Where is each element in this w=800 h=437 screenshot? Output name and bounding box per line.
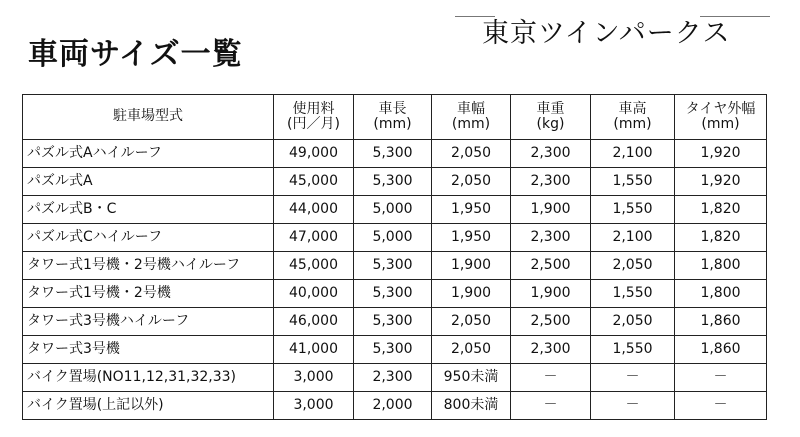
length-cell: 5,000: [354, 224, 432, 252]
fee-cell: 47,000: [274, 224, 354, 252]
tire-width-cell: 1,800: [675, 280, 767, 308]
tire-width-cell: 1,860: [675, 336, 767, 364]
height-cell: －: [591, 392, 675, 420]
header-unit: (mm): [701, 116, 740, 132]
parking-type-cell: タワー式3号機ハイルーフ: [23, 308, 274, 336]
height-cell: 1,550: [591, 168, 675, 196]
header-width: [432, 95, 511, 140]
width-cell: 1,950: [432, 224, 511, 252]
table-row: [23, 168, 767, 196]
tire-width-cell: 1,820: [675, 196, 767, 224]
tire-width-cell: －: [675, 364, 767, 392]
height-cell: －: [591, 364, 675, 392]
width-cell: 800未満: [432, 392, 511, 420]
width-cell: 2,050: [432, 140, 511, 168]
fee-cell: 46,000: [274, 308, 354, 336]
tire-width-cell: 1,920: [675, 168, 767, 196]
parking-type-cell: パズル式Aハイルーフ: [23, 140, 274, 168]
length-cell: 5,300: [354, 308, 432, 336]
width-cell: 2,050: [432, 308, 511, 336]
fee-cell: 3,000: [274, 364, 354, 392]
width-cell: 1,900: [432, 252, 511, 280]
length-cell: 2,000: [354, 392, 432, 420]
height-cell: 2,050: [591, 252, 675, 280]
length-cell: 5,300: [354, 140, 432, 168]
length-cell: 5,300: [354, 280, 432, 308]
parking-type-cell: パズル式Cハイルーフ: [23, 224, 274, 252]
fee-cell: 45,000: [274, 252, 354, 280]
table-row: [23, 140, 767, 168]
header-height: [591, 95, 675, 140]
tire-width-cell: －: [675, 392, 767, 420]
tire-width-cell: 1,800: [675, 252, 767, 280]
tire-width-cell: 1,920: [675, 140, 767, 168]
page-title: 車両サイズ一覧: [28, 37, 243, 72]
length-cell: 5,300: [354, 336, 432, 364]
weight-cell: 2,500: [511, 252, 591, 280]
width-cell: 1,900: [432, 280, 511, 308]
width-cell: 1,950: [432, 196, 511, 224]
table-header-row: [23, 95, 767, 140]
width-cell: 2,050: [432, 336, 511, 364]
length-cell: 5,000: [354, 196, 432, 224]
vehicle-size-table: [22, 94, 767, 420]
fee-cell: 45,000: [274, 168, 354, 196]
table-body: [23, 140, 767, 420]
header-unit: (kg): [536, 116, 565, 132]
weight-cell: －: [511, 392, 591, 420]
weight-cell: 2,500: [511, 308, 591, 336]
header-fee: [274, 95, 354, 140]
header-label: 駐車場型式: [113, 108, 183, 125]
weight-cell: 1,900: [511, 196, 591, 224]
height-cell: 1,550: [591, 280, 675, 308]
header-unit: (mm): [613, 116, 652, 132]
table-row: [23, 224, 767, 252]
tire-width-cell: 1,860: [675, 308, 767, 336]
weight-cell: 2,300: [511, 336, 591, 364]
header-weight: [511, 95, 591, 140]
height-cell: 2,100: [591, 140, 675, 168]
parking-type-cell: タワー式1号機・2号機ハイルーフ: [23, 252, 274, 280]
width-cell: 2,050: [432, 168, 511, 196]
header-parking-type: [23, 95, 274, 140]
fee-cell: 41,000: [274, 336, 354, 364]
weight-cell: 2,300: [511, 168, 591, 196]
parking-type-cell: パズル式B・C: [23, 196, 274, 224]
header-unit: (mm): [451, 116, 491, 132]
organization-name: 東京ツインパークス: [482, 18, 731, 49]
parking-type-cell: バイク置場(上記以外): [23, 392, 274, 420]
table-row: [23, 308, 767, 336]
weight-cell: 1,900: [511, 280, 591, 308]
header-tire-width: [675, 95, 767, 140]
header-label: 車幅: [457, 100, 485, 117]
height-cell: 1,550: [591, 196, 675, 224]
length-cell: 5,300: [354, 252, 432, 280]
width-cell: 950未満: [432, 364, 511, 392]
height-cell: 1,550: [591, 336, 675, 364]
fee-cell: 40,000: [274, 280, 354, 308]
fee-cell: 44,000: [274, 196, 354, 224]
length-cell: 2,300: [354, 364, 432, 392]
fee-cell: 49,000: [274, 140, 354, 168]
table-row: [23, 280, 767, 308]
table-row: [23, 252, 767, 280]
weight-cell: 2,300: [511, 224, 591, 252]
table-row: [23, 336, 767, 364]
header-label: タイヤ外幅: [685, 100, 756, 117]
header-label: 使用料: [292, 100, 335, 117]
header-label: 車高: [618, 100, 647, 117]
fee-cell: 3,000: [274, 392, 354, 420]
header-unit: (円／月): [287, 116, 340, 132]
weight-cell: 2,300: [511, 140, 591, 168]
weight-cell: －: [511, 364, 591, 392]
tire-width-cell: 1,820: [675, 224, 767, 252]
header-label: 車重: [536, 100, 565, 117]
length-cell: 5,300: [354, 168, 432, 196]
height-cell: 2,050: [591, 308, 675, 336]
parking-type-cell: タワー式1号機・2号機: [23, 280, 274, 308]
table-row: [23, 364, 767, 392]
parking-type-cell: パズル式A: [23, 168, 274, 196]
table-row: [23, 392, 767, 420]
parking-type-cell: タワー式3号機: [23, 336, 274, 364]
parking-type-cell: バイク置場(NO11,12,31,32,33): [23, 364, 274, 392]
height-cell: 2,100: [591, 224, 675, 252]
header-label: 車長: [378, 100, 407, 117]
header-length: [354, 95, 432, 140]
table-row: [23, 196, 767, 224]
header-unit: (mm): [373, 116, 412, 132]
